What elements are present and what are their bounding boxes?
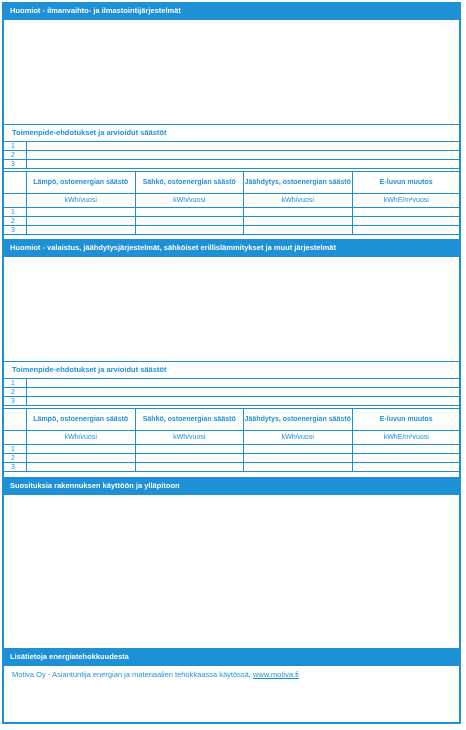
value-cell[interactable] — [135, 445, 244, 454]
measure-cell[interactable] — [27, 388, 461, 397]
measures-table-1 — [2, 141, 461, 169]
value-cell[interactable] — [27, 217, 136, 226]
row-number: 2 — [3, 217, 27, 226]
divider — [2, 361, 461, 362]
column-header: Sähkö, ostoenergian säästö — [135, 172, 244, 194]
motiva-link[interactable]: www.motiva.fi — [252, 670, 299, 679]
value-cell[interactable] — [244, 208, 353, 217]
value-cell[interactable] — [135, 226, 244, 235]
section-header-recommendations: Suosituksia rakennuksen käyttöön ja ylläpitoon — [2, 477, 461, 495]
section-header-ventilation: Huomiot - ilmanvaihto- ja ilmastointijärjestelmät — [2, 2, 461, 20]
unit-label: kWh/vuosi — [244, 431, 353, 445]
unit-label: kWhE/m²vuosi — [352, 194, 461, 208]
unit-label: kWh/vuosi — [135, 194, 244, 208]
value-cell[interactable] — [352, 463, 461, 472]
savings-table-2 — [2, 408, 461, 472]
section-subtitle: Toimenpide-ehdotukset ja arvioidut säästöt — [12, 128, 167, 137]
unit-label: kWh/vuosi — [135, 431, 244, 445]
measure-cell[interactable] — [27, 151, 461, 160]
section-header-more-info: Lisätietoja energiatehokkuudesta — [2, 648, 461, 666]
value-cell[interactable] — [27, 208, 136, 217]
value-cell[interactable] — [352, 226, 461, 235]
value-cell[interactable] — [135, 208, 244, 217]
row-number: 3 — [3, 226, 27, 235]
footer-text — [12, 670, 299, 679]
value-cell[interactable] — [27, 454, 136, 463]
savings-table-1 — [2, 171, 461, 235]
row-number: 1 — [3, 142, 27, 151]
value-cell[interactable] — [244, 217, 353, 226]
row-number: 2 — [3, 151, 27, 160]
value-cell[interactable] — [244, 454, 353, 463]
value-cell[interactable] — [135, 217, 244, 226]
column-header: E-luvun muutos — [352, 172, 461, 194]
value-cell[interactable] — [135, 463, 244, 472]
row-number: 3 — [3, 160, 27, 169]
row-number: 1 — [3, 379, 27, 388]
unit-label: kWh/vuosi — [244, 194, 353, 208]
value-cell[interactable] — [352, 217, 461, 226]
row-number: 1 — [3, 208, 27, 217]
row-number: 2 — [3, 454, 27, 463]
column-header: Lämpö, ostoenergian säästö — [27, 409, 136, 431]
row-number: 2 — [3, 388, 27, 397]
form-frame — [2, 2, 461, 724]
measure-cell[interactable] — [27, 160, 461, 169]
value-cell[interactable] — [244, 445, 353, 454]
column-header: Lämpö, ostoenergian säästö — [27, 172, 136, 194]
measure-cell[interactable] — [27, 397, 461, 406]
section-header-lighting: Huomiot - valaistus, jäähdytysjärjestelmät, sähköiset erillislämmitykset ja muut järjestelmät — [2, 239, 461, 257]
footer-description: Motiva Oy - Asiantuntija energian ja materiaalien tehokkaassa käytössä, — [12, 670, 251, 679]
row-number: 3 — [3, 463, 27, 472]
value-cell[interactable] — [27, 463, 136, 472]
value-cell[interactable] — [27, 445, 136, 454]
unit-label: kWh/vuosi — [27, 431, 136, 445]
section-subtitle: Toimenpide-ehdotukset ja arvioidut säästöt — [12, 365, 167, 374]
column-header: Jäähdytys, ostoenergian säästö — [244, 409, 353, 431]
row-number: 1 — [3, 445, 27, 454]
row-number: 3 — [3, 397, 27, 406]
value-cell[interactable] — [352, 208, 461, 217]
value-cell[interactable] — [244, 226, 353, 235]
divider — [2, 124, 461, 125]
value-cell[interactable] — [352, 445, 461, 454]
value-cell[interactable] — [352, 454, 461, 463]
unit-label: kWhE/m²vuosi — [352, 431, 461, 445]
measures-table-2 — [2, 378, 461, 406]
measure-cell[interactable] — [27, 379, 461, 388]
value-cell[interactable] — [135, 454, 244, 463]
unit-label: kWh/vuosi — [27, 194, 136, 208]
measure-cell[interactable] — [27, 142, 461, 151]
value-cell[interactable] — [244, 463, 353, 472]
value-cell[interactable] — [27, 226, 136, 235]
column-header: Sähkö, ostoenergian säästö — [135, 409, 244, 431]
column-header: E-luvun muutos — [352, 409, 461, 431]
column-header: Jäähdytys, ostoenergian säästö — [244, 172, 353, 194]
